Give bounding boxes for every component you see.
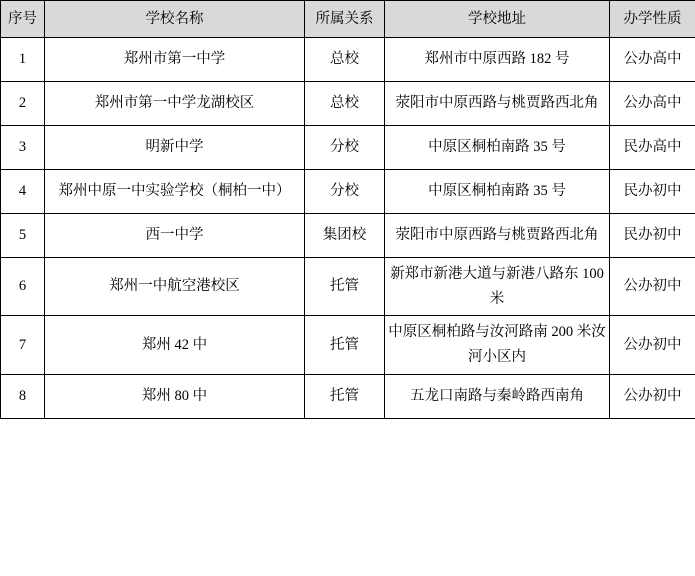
cell-type: 民办初中 bbox=[610, 214, 695, 258]
cell-no: 1 bbox=[1, 38, 45, 82]
column-header-type: 办学性质 bbox=[610, 1, 695, 38]
table-row bbox=[1, 316, 695, 374]
cell-no: 7 bbox=[1, 316, 45, 374]
cell-no: 5 bbox=[1, 214, 45, 258]
cell-name: 郑州中原一中实验学校（桐柏一中） bbox=[45, 170, 305, 214]
cell-name: 郑州市第一中学 bbox=[45, 38, 305, 82]
table-header bbox=[1, 1, 695, 38]
cell-relation: 托管 bbox=[305, 374, 385, 418]
cell-type: 公办高中 bbox=[610, 38, 695, 82]
cell-relation: 分校 bbox=[305, 126, 385, 170]
table-row bbox=[1, 126, 695, 170]
cell-no: 8 bbox=[1, 374, 45, 418]
cell-relation: 总校 bbox=[305, 38, 385, 82]
cell-type: 公办初中 bbox=[610, 316, 695, 374]
cell-name: 郑州 80 中 bbox=[45, 374, 305, 418]
table-row bbox=[1, 258, 695, 316]
cell-name: 郑州市第一中学龙湖校区 bbox=[45, 82, 305, 126]
cell-address: 中原区桐柏南路 35 号 bbox=[385, 170, 610, 214]
column-header-no: 序号 bbox=[1, 1, 45, 38]
cell-no: 4 bbox=[1, 170, 45, 214]
column-header-relation: 所属关系 bbox=[305, 1, 385, 38]
cell-no: 3 bbox=[1, 126, 45, 170]
cell-address: 新郑市新港大道与新港八路东 100 米 bbox=[385, 258, 610, 316]
cell-relation: 托管 bbox=[305, 258, 385, 316]
table-row bbox=[1, 214, 695, 258]
cell-type: 公办初中 bbox=[610, 258, 695, 316]
column-header-name: 学校名称 bbox=[45, 1, 305, 38]
table-body bbox=[1, 38, 695, 419]
table-row bbox=[1, 82, 695, 126]
cell-address: 中原区桐柏南路 35 号 bbox=[385, 126, 610, 170]
cell-name: 西一中学 bbox=[45, 214, 305, 258]
cell-address: 五龙口南路与秦岭路西南角 bbox=[385, 374, 610, 418]
cell-address: 郑州市中原西路 182 号 bbox=[385, 38, 610, 82]
cell-relation: 托管 bbox=[305, 316, 385, 374]
cell-no: 2 bbox=[1, 82, 45, 126]
column-header-address: 学校地址 bbox=[385, 1, 610, 38]
table-row bbox=[1, 374, 695, 418]
cell-relation: 总校 bbox=[305, 82, 385, 126]
table-row bbox=[1, 38, 695, 82]
cell-relation: 分校 bbox=[305, 170, 385, 214]
table-row bbox=[1, 170, 695, 214]
cell-name: 郑州 42 中 bbox=[45, 316, 305, 374]
cell-address: 中原区桐柏路与汝河路南 200 米汝河小区内 bbox=[385, 316, 610, 374]
cell-type: 公办初中 bbox=[610, 374, 695, 418]
cell-address: 荥阳市中原西路与桃贾路西北角 bbox=[385, 82, 610, 126]
cell-type: 公办高中 bbox=[610, 82, 695, 126]
cell-no: 6 bbox=[1, 258, 45, 316]
cell-name: 郑州一中航空港校区 bbox=[45, 258, 305, 316]
cell-type: 民办初中 bbox=[610, 170, 695, 214]
cell-name: 明新中学 bbox=[45, 126, 305, 170]
cell-address: 荥阳市中原西路与桃贾路西北角 bbox=[385, 214, 610, 258]
cell-relation: 集团校 bbox=[305, 214, 385, 258]
table-header-row bbox=[1, 1, 695, 38]
cell-type: 民办高中 bbox=[610, 126, 695, 170]
